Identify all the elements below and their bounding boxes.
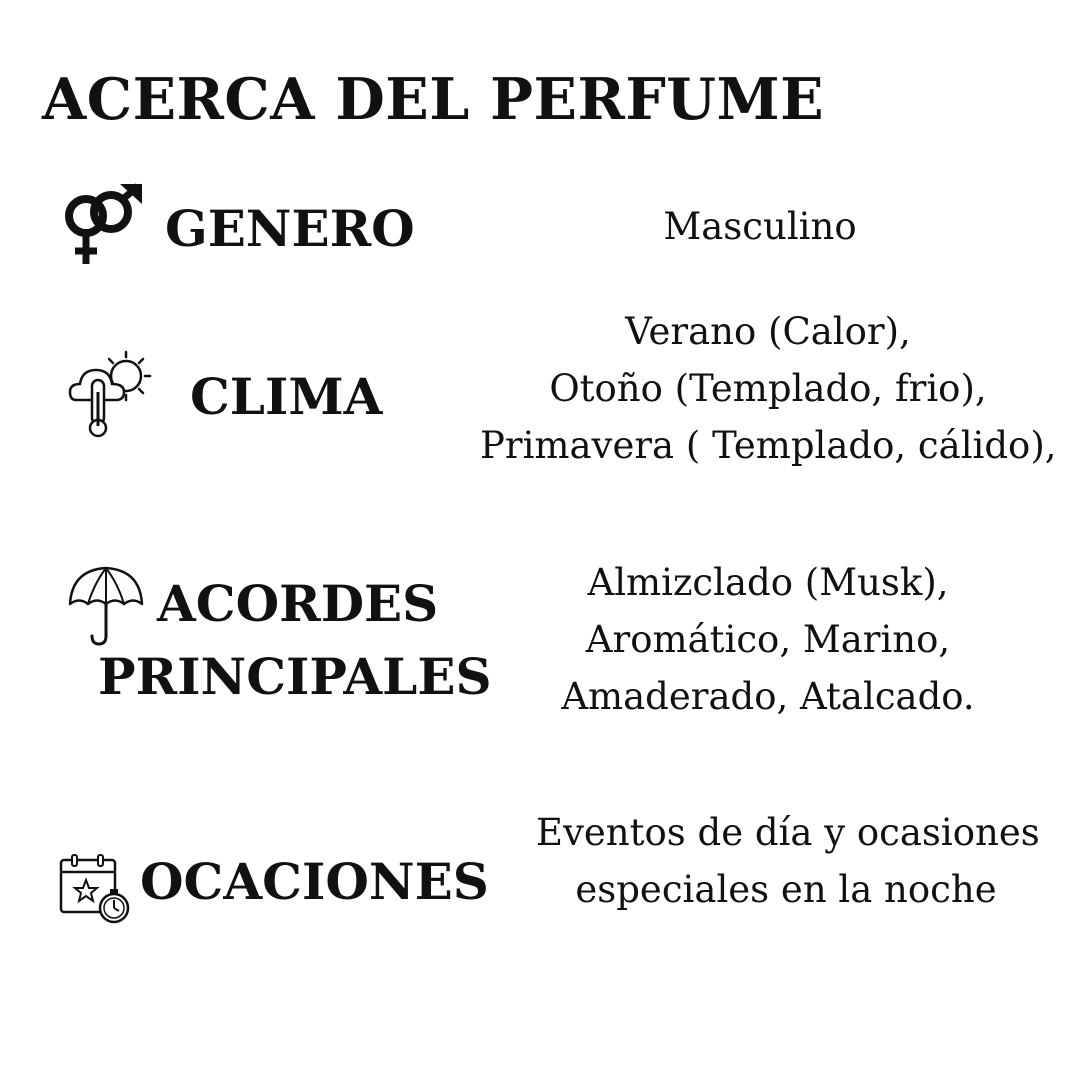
ocaciones-value-line: Eventos de día y ocasiones (536, 811, 1040, 854)
umbrella-icon (66, 564, 146, 652)
clima-value-line: Verano (Calor), (625, 310, 911, 353)
genero-label: GENERO (165, 199, 415, 258)
ocaciones-value (536, 804, 1040, 918)
clima-value (480, 303, 1056, 474)
ocaciones-value-line: especiales en la noche (575, 868, 997, 911)
ocaciones-label: OCACIONES (140, 852, 489, 911)
weather-thermometer-icon (66, 348, 158, 442)
genero-value (560, 198, 960, 255)
clima-label: CLIMA (190, 367, 383, 426)
clima-value-line: Otoño (Templado, frio), (549, 367, 987, 410)
acordes-value-line: Almizclado (Musk), (587, 561, 949, 604)
page-title: ACERCA DEL PERFUME (42, 66, 825, 133)
clima-value-line: Primavera ( Templado, cálido), (480, 424, 1057, 467)
calendar-stopwatch-icon (58, 854, 134, 930)
acordes-value (520, 554, 1016, 725)
acordes-value-line: Amaderado, Atalcado. (561, 675, 975, 718)
acordes-label-line2: PRINCIPALES (98, 647, 492, 706)
acordes-label-line1: ACORDES (157, 574, 439, 633)
genero-value-line: Masculino (663, 205, 857, 248)
acordes-value-line: Aromático, Marino, (585, 618, 951, 661)
gender-symbols-icon (58, 182, 146, 272)
